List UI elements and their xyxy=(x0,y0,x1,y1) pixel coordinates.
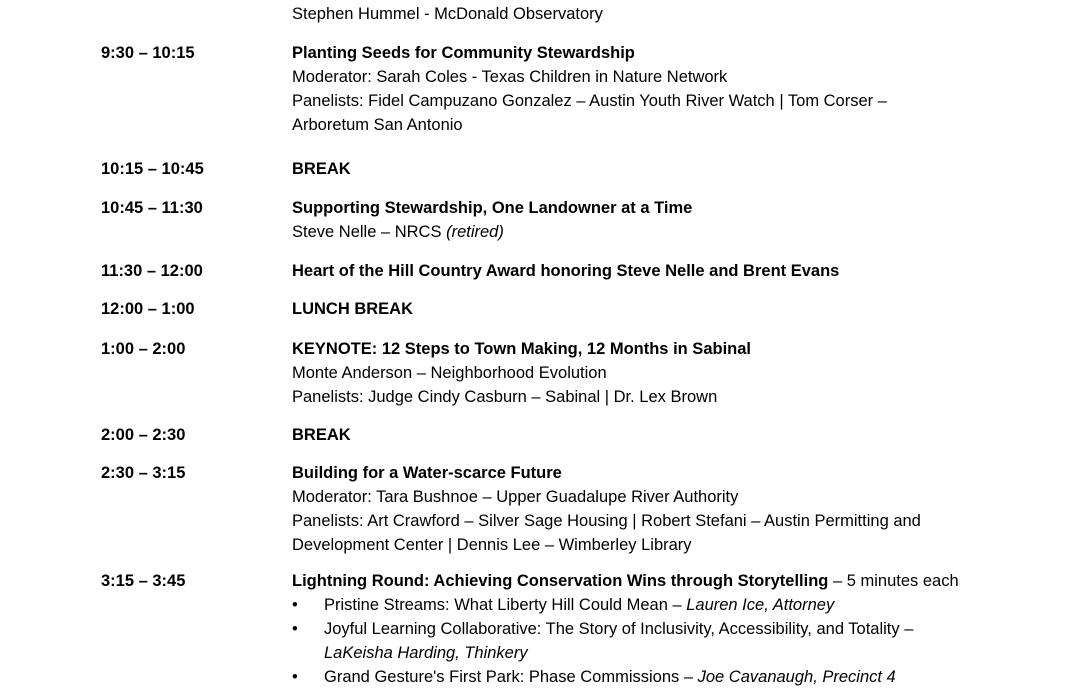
session-time: 12:00 – 1:00 xyxy=(101,300,195,318)
session-speaker-line xyxy=(292,220,982,244)
session-detail: Moderator: Sarah Coles - Texas Children in Nature Network xyxy=(292,68,728,86)
list-item xyxy=(292,593,982,617)
session-content xyxy=(292,196,982,244)
session-title: Heart of the Hill Country Award honoring Steve Nelle and Brent Evans xyxy=(292,262,840,280)
session-content xyxy=(292,569,982,689)
session-content xyxy=(292,297,982,321)
session-time: 3:15 – 3:45 xyxy=(101,572,186,590)
session-time: 9:30 – 10:15 xyxy=(101,44,195,62)
session-title: Building for a Water-scarce Future xyxy=(292,464,562,482)
session-title: Planting Seeds for Community Stewardship xyxy=(292,44,635,62)
session-content xyxy=(292,41,982,137)
session-title: BREAK xyxy=(292,426,351,444)
session-title: KEYNOTE: 12 Steps to Town Making, 12 Months in Sabinal xyxy=(292,340,751,358)
session-time: 1:00 – 2:00 xyxy=(101,340,186,358)
session-detail: Moderator: Tara Bushnoe – Upper Guadalupe River Authority xyxy=(292,488,739,506)
session-detail: Monte Anderson – Neighborhood Evolution xyxy=(292,364,607,382)
session-detail: Development Center | Dennis Lee – Wimberley Library xyxy=(292,536,692,554)
session-time: 10:15 – 10:45 xyxy=(101,160,204,178)
talk-speaker: LaKeisha Harding, Thinkery xyxy=(324,644,528,662)
list-item xyxy=(292,617,982,665)
list-item xyxy=(292,665,982,689)
session-detail: Panelists: Judge Cindy Casburn – Sabinal | Dr. Lex Brown xyxy=(292,388,718,406)
session-title-suffix: – 5 minutes each xyxy=(828,572,959,590)
talk-speaker: Lauren Ice, Attorney xyxy=(686,596,835,614)
session-time: 11:30 – 12:00 xyxy=(101,262,203,280)
session-detail: Panelists: Art Crawford – Silver Sage Housing | Robert Stefani – Austin Permitting and xyxy=(292,512,921,530)
session-detail: Panelists: Fidel Campuzano Gonzalez – Austin Youth River Watch | Tom Corser – xyxy=(292,92,887,110)
talk-title: Grand Gesture's First Park: Phase Commissions – xyxy=(324,668,698,686)
speaker-note: (retired) xyxy=(446,223,504,241)
top-speaker-text: Stephen Hummel - McDonald Observatory xyxy=(292,5,603,23)
session-content xyxy=(292,157,982,181)
talk-speaker: Joe Cavanaugh, Precinct 4 xyxy=(697,668,896,686)
session-time: 2:00 – 2:30 xyxy=(101,426,186,444)
session-title: Lightning Round: Achieving Conservation Wins through Storytelling xyxy=(292,572,829,590)
talk-title: • Joyful Learning Collaborative: The Story of Inclusivity, Accessibility, and Totality – xyxy=(324,620,914,638)
session-content xyxy=(292,337,982,409)
talk-title: Pristine Streams: What Liberty Hill Could Mean – xyxy=(324,596,687,614)
session-time: 2:30 – 3:15 xyxy=(101,464,186,482)
session-content xyxy=(292,259,982,283)
session-title: Supporting Stewardship, One Landowner at a Time xyxy=(292,199,693,217)
session-title: BREAK xyxy=(292,160,351,178)
session-content xyxy=(292,423,982,447)
session-content xyxy=(292,461,982,557)
session-speaker: Steve Nelle – NRCS xyxy=(292,223,442,241)
session-title-line xyxy=(292,569,982,593)
session-title: LUNCH BREAK xyxy=(292,300,413,318)
session-detail: Arboretum San Antonio xyxy=(292,116,463,134)
session-time: 10:45 – 11:30 xyxy=(101,199,203,217)
